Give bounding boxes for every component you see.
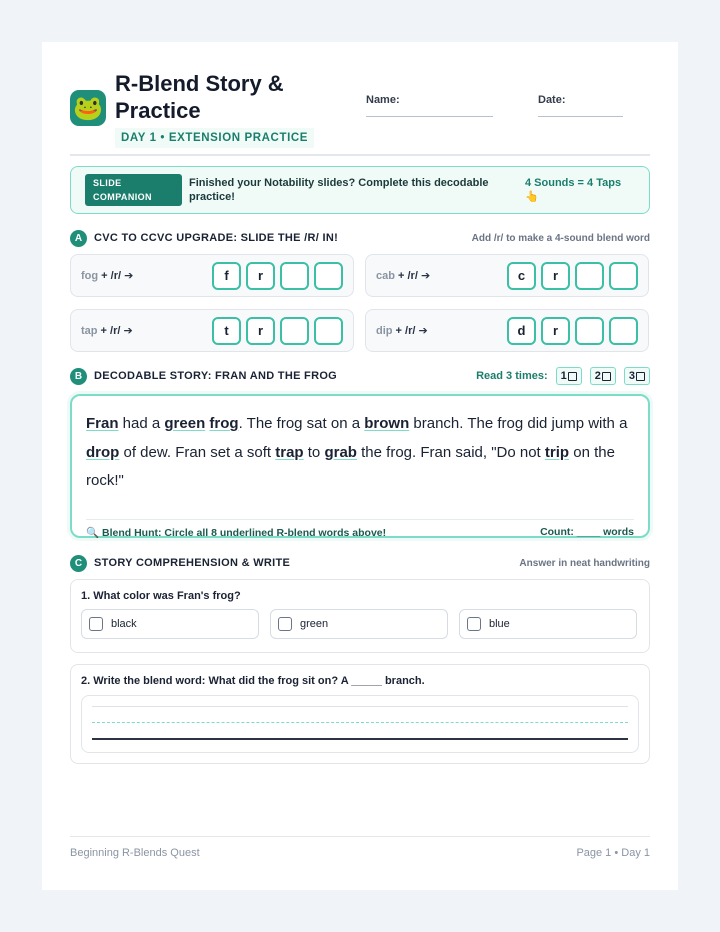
section-c <box>70 553 650 764</box>
letter-box[interactable] <box>609 262 638 290</box>
slide-companion-badge: SLIDE COMPANION <box>85 174 182 206</box>
footer-page: Page 1 • Day 1 <box>576 847 650 859</box>
blend-word[interactable]: frog <box>209 415 239 432</box>
story-text: Fran had a green frog. The frog sat on a brown branch. The frog did jump with a drop of dew. Fran set a soft trap to grab the frog. Fran said, "Do not trip on the rock!" <box>86 415 628 489</box>
pointing-hand-icon: 👆 <box>525 191 539 203</box>
blend-operator: + /r/ ➔ <box>394 270 431 282</box>
read-checkbox-1[interactable]: 1 <box>556 367 582 385</box>
blend-operator: + /r/ ➔ <box>98 270 134 282</box>
story-box <box>70 394 650 538</box>
letter-box[interactable]: r <box>541 317 570 345</box>
page-footer <box>70 836 650 859</box>
frog-icon: 🐸 <box>70 90 106 126</box>
letter-box[interactable] <box>575 262 604 290</box>
section-c-note: Answer in neat handwriting <box>519 557 650 569</box>
checkbox-icon <box>636 372 645 381</box>
upgrade-card-dip <box>365 309 649 352</box>
question-2-text: 2. Write the blend word: What did the frog sit on? A _____ branch. <box>81 675 425 687</box>
letter-box[interactable]: r <box>246 262 275 290</box>
section-c-marker: C <box>70 555 87 572</box>
blend-word[interactable]: drop <box>86 443 120 461</box>
blend-hunt-instruction: 🔍 Blend Hunt: Circle all 8 underlined R-blend words above! <box>86 527 387 539</box>
count-field[interactable]: Count: ____ words <box>540 526 634 538</box>
section-b-marker: B <box>70 368 87 385</box>
blend-operator: + /r/ ➔ <box>392 325 428 337</box>
letter-box[interactable] <box>575 317 604 345</box>
checkbox-icon[interactable] <box>89 617 103 631</box>
blend-word[interactable]: trap <box>275 443 304 461</box>
date-field[interactable] <box>538 94 566 106</box>
blend-word[interactable]: trip <box>544 443 570 461</box>
banner-text: Finished your Notability slides? Complete this decodable practice! <box>189 177 489 203</box>
base-word: dip <box>376 325 393 337</box>
section-a <box>70 228 650 352</box>
answer-options <box>81 609 639 639</box>
title-block <box>115 70 345 148</box>
checkbox-icon[interactable] <box>278 617 292 631</box>
baseline <box>92 738 628 740</box>
letter-box[interactable] <box>280 262 309 290</box>
magnifier-icon: 🔍 <box>86 527 100 539</box>
top-guide-line <box>92 706 628 707</box>
day-tag: DAY 1 • EXTENSION PRACTICE <box>115 128 314 148</box>
letter-box[interactable]: f <box>212 262 241 290</box>
page-title: R-Blend Story & Practice <box>115 71 284 123</box>
taps-hint <box>525 176 635 204</box>
section-a-title: CVC TO CCVC UPGRADE: SLIDE THE /R/ IN! <box>94 232 339 244</box>
midline-dashed <box>92 722 628 723</box>
footer-series: Beginning R-Blends Quest <box>70 847 200 859</box>
section-b <box>70 366 650 538</box>
letter-box[interactable] <box>280 317 309 345</box>
page-header <box>70 70 650 156</box>
handwriting-area[interactable] <box>81 695 639 753</box>
letter-box[interactable]: c <box>507 262 536 290</box>
base-word: tap <box>81 325 98 337</box>
blend-word[interactable]: Fran <box>86 415 119 432</box>
base-word: fog <box>81 270 99 282</box>
section-b-header <box>70 366 650 386</box>
upgrade-card-fog <box>70 254 354 297</box>
question-1-card <box>70 579 650 653</box>
section-a-note: Add /r/ to make a 4-sound blend word <box>471 232 650 244</box>
blend-word[interactable]: brown <box>364 415 410 432</box>
letter-box[interactable] <box>314 262 343 290</box>
option-black[interactable]: black <box>81 609 259 639</box>
question-2-card <box>70 664 650 764</box>
date-label: Date: <box>538 94 566 106</box>
letter-box[interactable]: t <box>212 317 241 345</box>
base-word: cab <box>376 270 395 282</box>
checkbox-icon[interactable] <box>467 617 481 631</box>
name-line <box>366 116 493 117</box>
checkbox-icon <box>602 372 611 381</box>
letter-box[interactable]: d <box>507 317 536 345</box>
story-footer <box>86 519 634 539</box>
option-green[interactable]: green <box>270 609 448 639</box>
section-c-header <box>70 553 650 573</box>
slide-companion-banner <box>70 166 650 214</box>
worksheet-page <box>42 42 678 890</box>
checkbox-icon <box>568 372 577 381</box>
section-a-header <box>70 228 650 248</box>
section-a-marker: A <box>70 230 87 247</box>
name-field[interactable] <box>366 94 400 106</box>
upgrade-grid <box>70 254 650 352</box>
letter-box[interactable]: r <box>246 317 275 345</box>
letter-box[interactable]: r <box>541 262 570 290</box>
name-label: Name: <box>366 94 400 106</box>
upgrade-card-tap <box>70 309 354 352</box>
upgrade-card-cab <box>365 254 649 297</box>
taps-text: 4 Sounds = 4 Taps <box>525 177 622 189</box>
read-label: Read 3 times: <box>476 370 548 382</box>
option-blue[interactable]: blue <box>459 609 637 639</box>
letter-box[interactable] <box>609 317 638 345</box>
question-1-text: 1. What color was Fran's frog? <box>81 590 241 602</box>
blend-operator: + /r/ ➔ <box>97 325 133 337</box>
section-c-title: STORY COMPREHENSION & WRITE <box>94 557 291 569</box>
read-checkbox-2[interactable]: 2 <box>590 367 616 385</box>
date-line <box>538 116 623 117</box>
read-tracker <box>476 367 650 385</box>
read-checkbox-3[interactable]: 3 <box>624 367 650 385</box>
section-b-title: DECODABLE STORY: FRAN AND THE FROG <box>94 370 338 382</box>
blend-word[interactable]: grab <box>324 443 357 461</box>
blend-word[interactable]: green <box>164 415 206 432</box>
letter-box[interactable] <box>314 317 343 345</box>
